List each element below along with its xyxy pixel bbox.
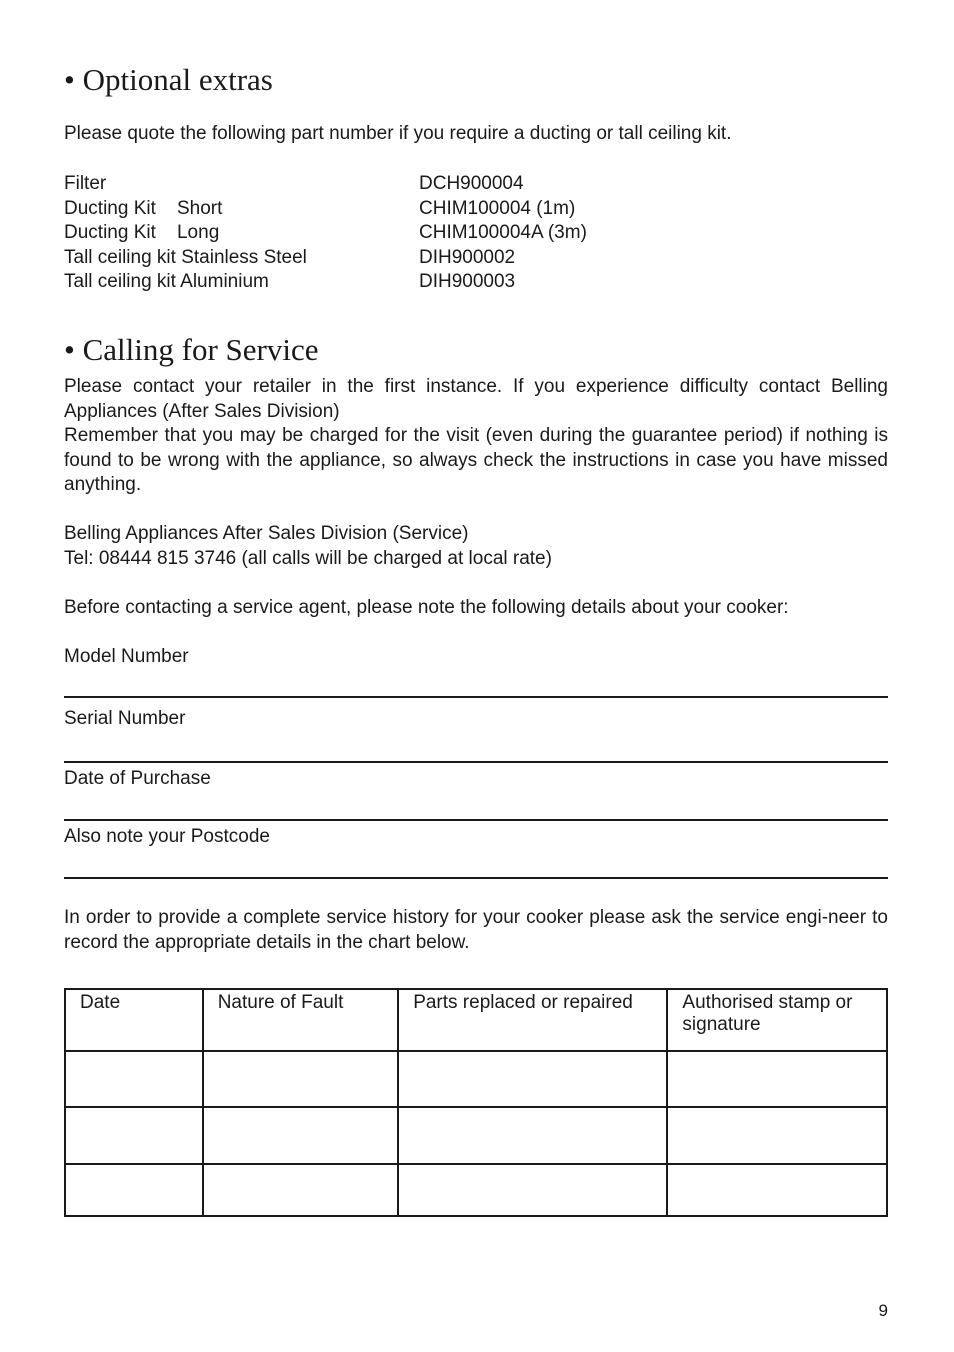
table-row [65, 1107, 887, 1164]
table-cell[interactable] [398, 1107, 667, 1164]
table-cell[interactable] [667, 1164, 887, 1216]
part-name: Ducting Kit Long [64, 222, 220, 244]
part-code: CHIM100004 (1m) [419, 197, 576, 219]
optional-extras-heading: • Optional extras [64, 62, 273, 97]
part-name: Filter [64, 173, 107, 194]
optional-extras-intro: Please quote the following part number if you require a ducting or tall ceiling kit. [64, 123, 732, 144]
part-code: DIH900002 [419, 246, 516, 268]
part-row [64, 221, 587, 246]
postcode-label: Also note your Postcode [64, 826, 270, 847]
header-authorised-stamp: Authorised stamp or signature [667, 989, 887, 1051]
table-row [65, 1051, 887, 1107]
table-row [65, 1164, 887, 1216]
postcode-line[interactable] [64, 877, 888, 879]
header-date: Date [65, 989, 203, 1051]
date-of-purchase-label: Date of Purchase [64, 768, 211, 789]
part-name: Tall ceiling kit Aluminium [64, 271, 269, 293]
serial-number-line[interactable] [64, 761, 888, 763]
table-cell[interactable] [667, 1051, 887, 1107]
header-parts-replaced: Parts replaced or repaired [398, 989, 667, 1051]
service-para-charges: Remember that you may be charged for the visit (even during the guarantee period) if nothing is found to be wrong with the appliance, so always check the instructions in case you have missed anything. [64, 425, 888, 496]
table-cell[interactable] [667, 1107, 887, 1164]
table-cell[interactable] [398, 1164, 667, 1216]
model-number-label: Model Number [64, 646, 189, 667]
part-code: DIH900003 [419, 271, 516, 293]
calling-for-service-heading: • Calling for Service [64, 332, 319, 367]
part-row [64, 270, 587, 295]
part-name: Tall ceiling kit Stainless Steel [64, 246, 307, 268]
before-contact-text: Before contacting a service agent, please note the following details about your cooker: [64, 597, 789, 618]
table-cell[interactable] [203, 1164, 399, 1216]
part-name: Ducting Kit Short [64, 197, 223, 219]
date-of-purchase-line[interactable] [64, 819, 888, 821]
serial-number-label: Serial Number [64, 708, 186, 729]
table-cell[interactable] [203, 1051, 399, 1107]
parts-list [64, 172, 587, 295]
table-cell[interactable] [398, 1051, 667, 1107]
table-cell[interactable] [65, 1107, 203, 1164]
part-code: CHIM100004A (3m) [419, 222, 587, 244]
service-para-retailer: Please contact your retailer in the first instance. If you experience difficulty contact Belling Appliances (After Sales Division) [64, 376, 888, 422]
part-code: DCH900004 [419, 173, 524, 194]
service-contact-phone: Tel: 08444 815 3746 (all calls will be charged at local rate) [64, 548, 552, 569]
model-number-line[interactable] [64, 696, 888, 698]
service-history-intro: In order to provide a complete service history for your cooker please ask the service engi-neer to record the appropriate details in the chart below. [64, 907, 888, 953]
table-cell[interactable] [65, 1051, 203, 1107]
service-contact-name: Belling Appliances After Sales Division (Service) [64, 523, 469, 544]
page-number: 9 [878, 1301, 888, 1320]
part-row [64, 246, 587, 271]
table-cell[interactable] [65, 1164, 203, 1216]
part-row [64, 172, 587, 197]
table-header-row [65, 989, 887, 1051]
table-cell[interactable] [203, 1107, 399, 1164]
header-nature-of-fault: Nature of Fault [203, 989, 399, 1051]
part-row [64, 197, 587, 222]
service-history-table [64, 988, 888, 1217]
